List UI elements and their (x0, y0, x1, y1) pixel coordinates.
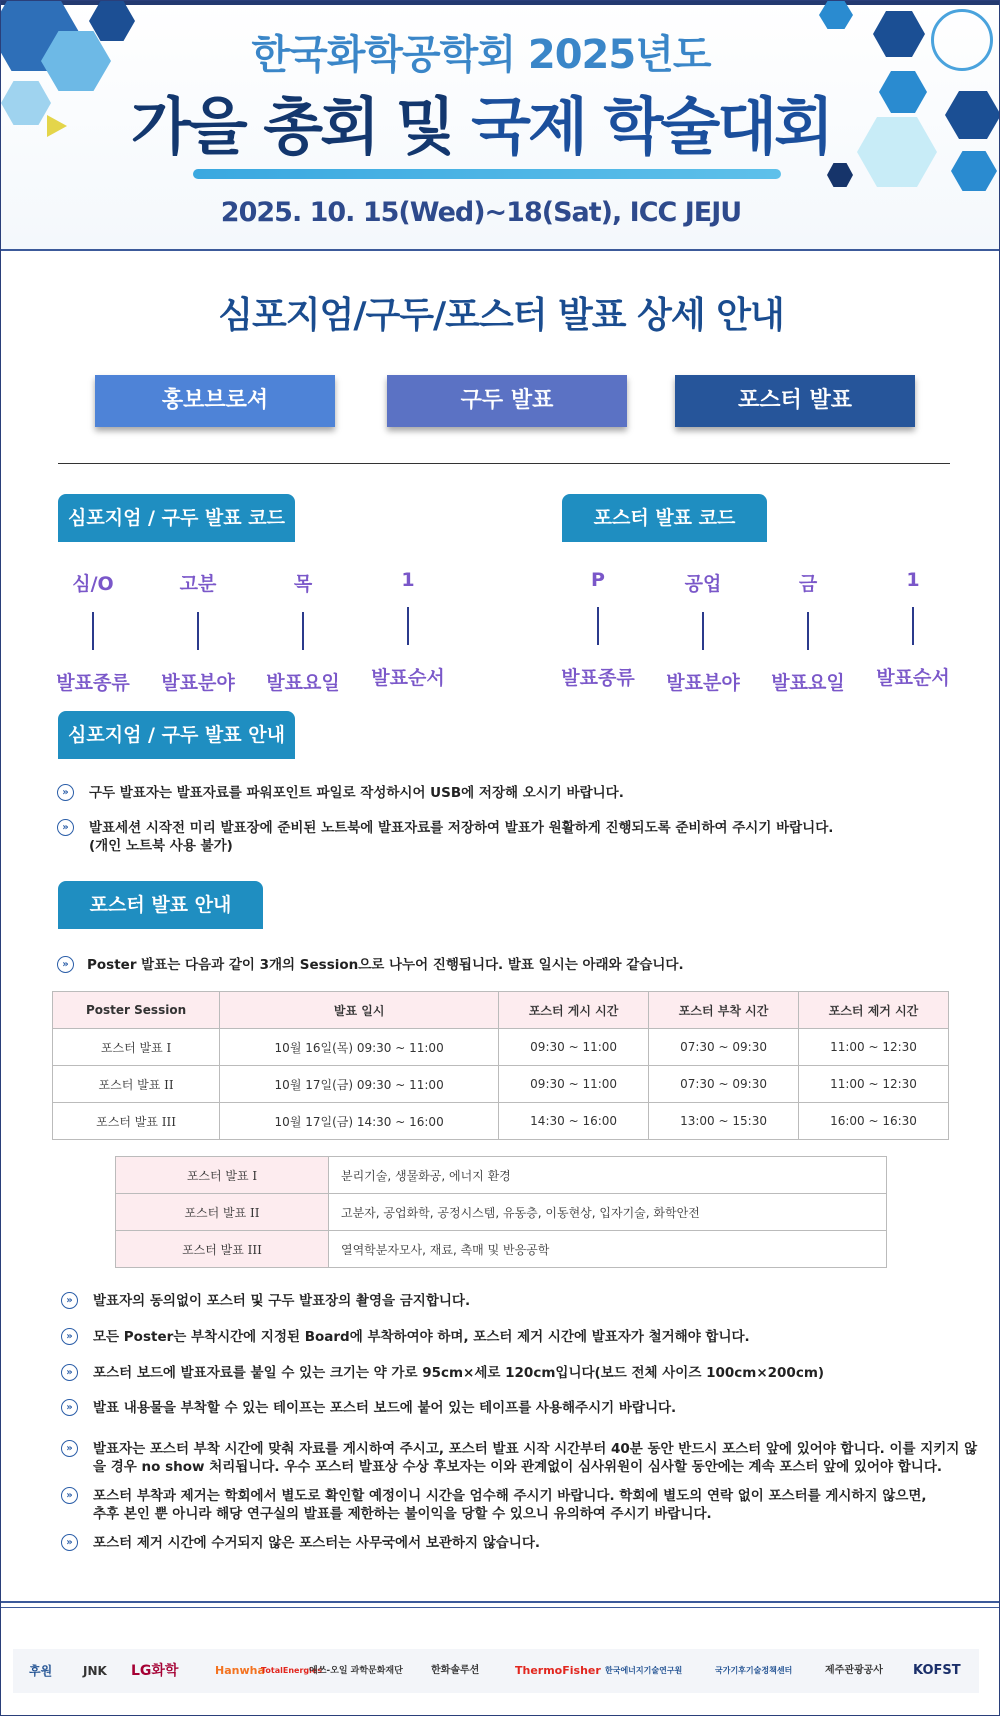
code-connector (302, 612, 304, 650)
banner-title (1, 77, 961, 166)
table-cell: 09:30 ~ 11:00 (499, 1066, 649, 1103)
table-cell: 14:30 ~ 16:00 (499, 1103, 649, 1140)
table-header-row (53, 992, 949, 1029)
code-value: 심/O (72, 573, 114, 595)
sponsor-logo-thermofisher: ThermoFisher (515, 1664, 601, 1677)
oral-code-day (263, 569, 343, 695)
table-cell: 11:00 ~ 12:30 (799, 1029, 949, 1066)
table-header: 포스터 게시 시간 (499, 992, 649, 1029)
table-row (53, 1103, 949, 1140)
code-connector (407, 607, 409, 645)
code-connector (197, 612, 199, 650)
table-header: 포스터 부착 시간 (649, 992, 799, 1029)
session-fields: 열역학분자모사, 재료, 촉매 및 반응공학 (329, 1231, 887, 1268)
table-row (116, 1231, 887, 1268)
banner-title-part1: 가을 총회 및 (130, 90, 453, 163)
code-label: 발표요일 (771, 672, 845, 694)
table-row (116, 1157, 887, 1194)
session-label: 포스터 발표 I (116, 1157, 329, 1194)
session-label: 포스터 발표 II (116, 1194, 329, 1231)
table-cell: 포스터 발표 II (53, 1066, 220, 1103)
table-row (116, 1194, 887, 1231)
page-title: 심포지엄/구두/포스터 발표 상세 안내 (218, 295, 784, 336)
poster-code-type (558, 569, 638, 690)
session-label: 포스터 발표 III (116, 1231, 329, 1268)
oral-presentation-button[interactable]: 구두 발표 (387, 375, 627, 427)
oral-code-heading: 심포지엄 / 구두 발표 코드 (58, 494, 295, 542)
banner-subtitle: 한국화학공학회 2025년도 (251, 32, 711, 78)
double-chevron-icon: » (57, 956, 74, 973)
oral-code-type (53, 569, 133, 695)
double-chevron-icon: » (61, 1440, 78, 1457)
sponsor-strip (13, 1649, 979, 1693)
oral-code-order (368, 569, 448, 690)
table-cell: 07:30 ~ 09:30 (649, 1066, 799, 1103)
brochure-button[interactable]: 홍보브로셔 (95, 375, 335, 427)
code-connector (702, 612, 704, 650)
code-label: 발표요일 (266, 672, 340, 694)
sponsor-logo-soil: 에쓰-오일 과학문화재단 (309, 1666, 403, 1676)
table-header: Poster Session (53, 992, 220, 1029)
poster-code-order (873, 569, 953, 690)
double-chevron-icon: » (57, 784, 74, 801)
banner-title-part2: 국제 학술대회 (471, 90, 832, 163)
code-value: 1 (401, 569, 415, 591)
banner-top-line (1, 1, 999, 5)
code-value: 고분 (179, 573, 217, 595)
table-cell: 포스터 발표 III (53, 1103, 220, 1140)
sponsor-logo-kofst: KOFST (913, 1663, 961, 1678)
page-frame: 한국화학공학회 2025년도 가을 총회 및 국제 학술대회 2025. 10. 15(Wed)~18(Sat), ICC JEJU 심포지엄/구두/포스터 발표 상세 안내 홍보브로셔 구두 발표 포스터 발표 심포지엄 / 구두 발표 코드 포스터 발표 코드 심/O 발표종류 고분 발표분야 목 발표요일 1 발표순서 P 발표종류 공업 발표분야 금 발표요일 1 발표순서 심포지엄 / 구두 발표 안내 » 구두 발표자는 발표자료를 파워포인트 파일로 작성하시어 USB에 저장해 오시기 바랍니다. » 발표세션 시작전 미리 발표장에 준비된 노트북에 발표자료를 저장하여 발표가 원활하게 진행되도록 준비하여 주시기 바랍니다. (개인 노트북 사용 불가) 포스터 발표 안내 » Poster 발표는 다음과 같이 3개의 Session으로 나누어 진행됩니다. 발표 일시는 아래와 같습니다. Poster Session 발표 일시 포스터 게시 시간 포스터 부착 시간 포스터 제거 시간 포스터 발표 I 10월 16일(목) 09:30 ~ 11:00 09:30 ~ 11:00 07:30 ~ 09:30 11:00 ~ 12:30 포스터 발표 II 10월 17일(금) 09:30 ~ 11:00 09:30 ~ 11:00 07:30 ~ 09:30 11:00 ~ 12:30 포스터 발표 III 10월 17일(금) 14:30 ~ 16:00 14:30 ~ 16:00 13:00 ~ 15:30 16:00 ~ 16:30 포스터 발표 I 분리기술, 생물화공, 에너지 환경 포스터 발표 II 고분자, 공업화학, 공정시스템, 유동층, 이동현상, 입자기술, 화학안전 포스터 발표 III 열역학분자모사, 재료, 촉매 및 반응공학 » 발표자의 동의없이 포스터 및 구두 발표장의 촬영을 금지합니다. » 모든 Poster는 부착시간에 지정된 Board에 부착하여야 하며, 포스터 제거 시간에 발표자가 철거해야 합니다. » 포스터 보드에 발표자료를 붙일 수 있는 크기는 약 가로 95cm×세로 120cm입니다(보드 전체 사이즈 100cm×200cm) » 발표 내용물을 부착할 수 있는 테이프는 포스터 보드에 붙어 있는 테이프를 사용해주시기 바랍니다. » 발표자는 포스터 부착 시간에 맞춰 자료를 게시하여 주시고, 포스터 발표 시작 시간부터 40분 동안 반드시 포스터 앞에 있어야 합니다. 이를 지키지 않 을 경우 no show 처리됩니다. 우수 포스터 발표상 수상 후보자는 이와 관계없이 심사위원이 심사할 동안에는 계속 포스터 앞에 있어야 합니다. » 포스터 부착과 제거는 학회에서 별도로 확인할 예정이니 시간을 엄수해 주시기 바랍니다. 학회에 별도의 연락 없이 포스터를 게시하지 않으면, 추후 본인 뿐 아니라 해당 연구실의 발표를 제한하는 불이익을 당할 수 있으니 유의하여 주시기 바랍니다. » 포스터 제거 시간에 수거되지 않은 포스터는 사무국에서 보관하지 않습니다. 후원 JNK LG화학 Hanwha TotalEnergies 에쓰-오일 과학문화재단 한화솔루션 ThermoFisher 한국에너지기술연구원 국가기후기술정책센터 제주관광공사 KOFST (0, 0, 1000, 1716)
sponsor-logo-hanwha: Hanwha (215, 1664, 265, 1677)
code-connector (807, 612, 809, 650)
double-chevron-icon: » (61, 1364, 78, 1381)
poster-guide-heading: 포스터 발표 안내 (58, 881, 263, 929)
sponsor-logo-jeju: 제주관광공사 (825, 1665, 883, 1676)
sponsor-logo-total: TotalEnergies (261, 1666, 323, 1675)
code-label: 발표순서 (876, 667, 950, 689)
table-header: 발표 일시 (220, 992, 499, 1029)
table-cell: 10월 17일(금) 09:30 ~ 11:00 (220, 1066, 499, 1103)
code-value: 목 (293, 573, 313, 595)
hexagon-decoration (827, 163, 853, 187)
double-chevron-icon: » (61, 1328, 78, 1345)
table-cell: 10월 16일(목) 09:30 ~ 11:00 (220, 1029, 499, 1066)
sponsor-logo-jnk: JNK (83, 1664, 107, 1678)
table-cell: 11:00 ~ 12:30 (799, 1066, 949, 1103)
table-row (53, 1029, 949, 1066)
double-chevron-icon: » (61, 1534, 78, 1551)
banner-date: 2025. 10. 15(Wed)~18(Sat), ICC JEJU (220, 197, 742, 228)
session-fields: 분리기술, 생물화공, 에너지 환경 (329, 1157, 887, 1194)
code-connector (92, 612, 94, 650)
code-value: 공업 (684, 573, 722, 595)
sponsor-logo-ctc: 국가기후기술정책센터 (715, 1666, 793, 1675)
table-cell: 포스터 발표 I (53, 1029, 220, 1066)
poster-schedule-table (52, 991, 949, 1140)
table-header: 포스터 제거 시간 (799, 992, 949, 1029)
code-label: 발표순서 (371, 667, 445, 689)
oral-code-field (158, 569, 238, 695)
code-label: 발표분야 (666, 672, 740, 694)
table-row (53, 1066, 949, 1103)
code-label: 발표종류 (56, 672, 130, 694)
double-chevron-icon: » (61, 1292, 78, 1309)
footer-line (1, 1607, 999, 1608)
poster-code-day (768, 569, 848, 695)
poster-field-table (115, 1156, 887, 1268)
code-value: 1 (906, 569, 920, 591)
code-value: 금 (798, 573, 818, 595)
code-connector (597, 607, 599, 645)
double-chevron-icon: » (61, 1487, 78, 1504)
code-label: 발표종류 (561, 667, 635, 689)
poster-presentation-button[interactable]: 포스터 발표 (675, 375, 915, 427)
table-cell: 10월 17일(금) 14:30 ~ 16:00 (220, 1103, 499, 1140)
sponsor-label: 후원 (29, 1664, 53, 1678)
table-cell: 07:30 ~ 09:30 (649, 1029, 799, 1066)
poster-code-field (663, 569, 743, 695)
banner-underline (193, 169, 781, 179)
double-chevron-icon: » (57, 819, 74, 836)
double-chevron-icon: » (61, 1399, 78, 1416)
header-banner (1, 1, 999, 251)
sponsor-footer (1, 1601, 999, 1716)
sponsor-logo-hanwha-solutions: 한화솔루션 (431, 1665, 480, 1676)
code-connector (912, 607, 914, 645)
table-cell: 13:00 ~ 15:30 (649, 1103, 799, 1140)
sponsor-logo-lg: LG화학 (131, 1663, 179, 1679)
session-fields: 고분자, 공업화학, 공정시스템, 유동층, 이동현상, 입자기술, 화학안전 (329, 1194, 887, 1231)
sponsor-logo-kier: 한국에너지기술연구원 (605, 1666, 683, 1675)
code-label: 발표분야 (161, 672, 235, 694)
table-cell: 09:30 ~ 11:00 (499, 1029, 649, 1066)
poster-code-heading: 포스터 발표 코드 (562, 494, 767, 542)
section-divider (58, 463, 950, 464)
code-value: P (591, 569, 605, 591)
oral-guide-heading: 심포지엄 / 구두 발표 안내 (58, 711, 295, 759)
table-cell: 16:00 ~ 16:30 (799, 1103, 949, 1140)
